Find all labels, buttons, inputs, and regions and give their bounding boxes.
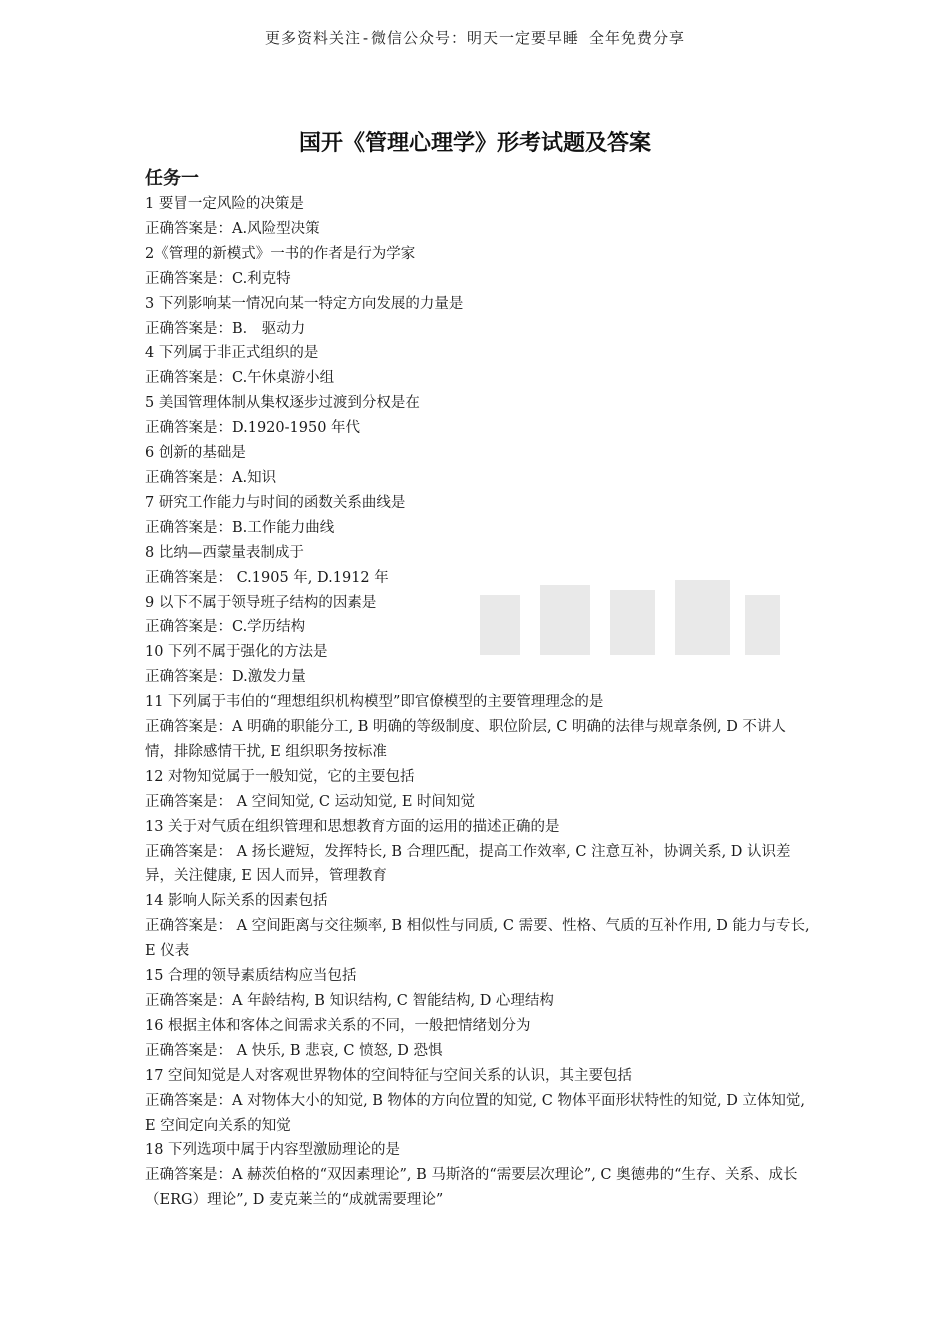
answer-text: 正确答案是：C.午休桌游小组	[145, 370, 335, 387]
question-text: 10 下列不属于强化的方法是	[145, 644, 328, 661]
qa-item	[145, 292, 813, 342]
answer-text: 正确答案是：A 赫茨伯格的“双因素理论”, B 马斯洛的“需要层次理论”, C 奥德弗的“生存、关系、成长（ERG）理论”, D 麦克莱兰的“成就需要理论”	[145, 1167, 798, 1209]
qa-item	[145, 242, 813, 292]
answer-text: 正确答案是：B． 驱动力	[145, 320, 306, 337]
document-title: 国开《管理心理学》形考试题及答案	[298, 131, 651, 156]
qa-item	[145, 690, 813, 765]
question-text: 17 空间知觉是人对客观世界物体的空间特征与空间关系的认识，其主要包括	[145, 1067, 633, 1084]
question-text: 12 对物知觉属于一般知觉，它的主要包括	[145, 768, 415, 785]
header-banner: 更多资料关注-微信公众号：明天一定要早睡 全年免费分享	[264, 29, 686, 47]
answer-text: 正确答案是：A 年龄结构, B 知识结构, C 智能结构, D 心理结构	[145, 993, 554, 1009]
question-text: 11 下列属于韦伯的“理想组织机构模型”即官僚模型的主要管理理念的是	[145, 694, 604, 711]
question-text: 13 关于对气质在组织管理和思想教育方面的运用的描述正确的是	[145, 818, 560, 835]
answer-text: 正确答案是：D.激发力量	[145, 669, 306, 686]
qa-item	[145, 391, 813, 441]
answer-text: 正确答案是： C.1905 年, D.1912 年	[145, 569, 389, 586]
qa-item	[145, 341, 813, 391]
qa-item	[145, 591, 813, 641]
qa-item	[145, 1064, 813, 1139]
answer-text: 正确答案是：B.工作能力曲线	[145, 519, 335, 536]
answer-text: 正确答案是：A.风险型决策	[145, 220, 320, 237]
qa-item	[145, 889, 813, 964]
qa-item	[145, 541, 813, 591]
answer-text: 正确答案是： A 空间距离与交往频率, B 相似性与同质, C 需要、性格、气质的互补作用, D 能力与专长, E 仪表	[145, 918, 810, 960]
question-text: 9 以下不属于领导班子结构的因素是	[145, 594, 377, 611]
answer-text: 正确答案是：A 明确的职能分工, B 明确的等级制度、职位阶层, C 明确的法律与规章条例, D 不讲人情，排除感情干扰, E 组织职务按标准	[145, 719, 786, 760]
qa-item	[145, 192, 813, 242]
question-text: 15 合理的领导素质结构应当包括	[145, 968, 357, 985]
qa-item	[145, 491, 813, 541]
question-text: 2《管理的新模式》一书的作者是行为学家	[145, 245, 416, 262]
answer-text: 正确答案是：D.1920-1950 年代	[145, 420, 361, 437]
question-text: 6 创新的基础是	[145, 445, 246, 462]
answer-text: 正确答案是：C.学历结构	[145, 619, 306, 636]
answer-text: 正确答案是： A 空间知觉, C 运动知觉, E 时间知觉	[145, 793, 476, 810]
question-text: 5 美国管理体制从集权逐步过渡到分权是在	[145, 395, 420, 412]
question-text: 16 根据主体和客体之间需求关系的不同，一般把情绪划分为	[145, 1017, 531, 1034]
question-text: 7 研究工作能力与时间的函数关系曲线是	[145, 494, 406, 511]
section-heading: 任务一	[145, 168, 199, 189]
qa-item	[145, 441, 813, 491]
qa-item	[145, 1014, 813, 1064]
answer-text: 正确答案是： A 扬长避短，发挥特长, B 合理匹配，提高工作效率, C 注意互补，协调关系, D 认识差异，关注健康, E 因人而异，管理教育	[145, 843, 791, 885]
qa-item	[145, 640, 813, 690]
qa-item	[145, 1138, 813, 1213]
question-text: 1 要冒一定风险的决策是	[145, 196, 304, 212]
answer-text: 正确答案是：A 对物体大小的知觉, B 物体的方向位置的知觉, C 物体平面形状特性的知觉, D 立体知觉, E 空间定向关系的知觉	[145, 1092, 806, 1134]
qa-item	[145, 765, 813, 815]
question-list	[145, 166, 813, 1213]
question-text: 18 下列选项中属于内容型激励理论的是	[145, 1142, 401, 1159]
question-text: 4 下列属于非正式组织的是	[145, 345, 319, 362]
question-text: 8 比纳—西蒙量表制成于	[145, 544, 304, 561]
answer-text: 正确答案是：C.利克特	[145, 270, 291, 287]
qa-item	[145, 815, 813, 890]
qa-item	[145, 964, 813, 1014]
question-text: 14 影响人际关系的因素包括	[145, 893, 328, 910]
answer-text: 正确答案是： A 快乐, B 悲哀, C 愤怒, D 恐惧	[145, 1042, 443, 1059]
question-text: 3 下列影响某一情况向某一特定方向发展的力量是	[145, 295, 464, 312]
answer-text: 正确答案是：A.知识	[145, 469, 277, 486]
